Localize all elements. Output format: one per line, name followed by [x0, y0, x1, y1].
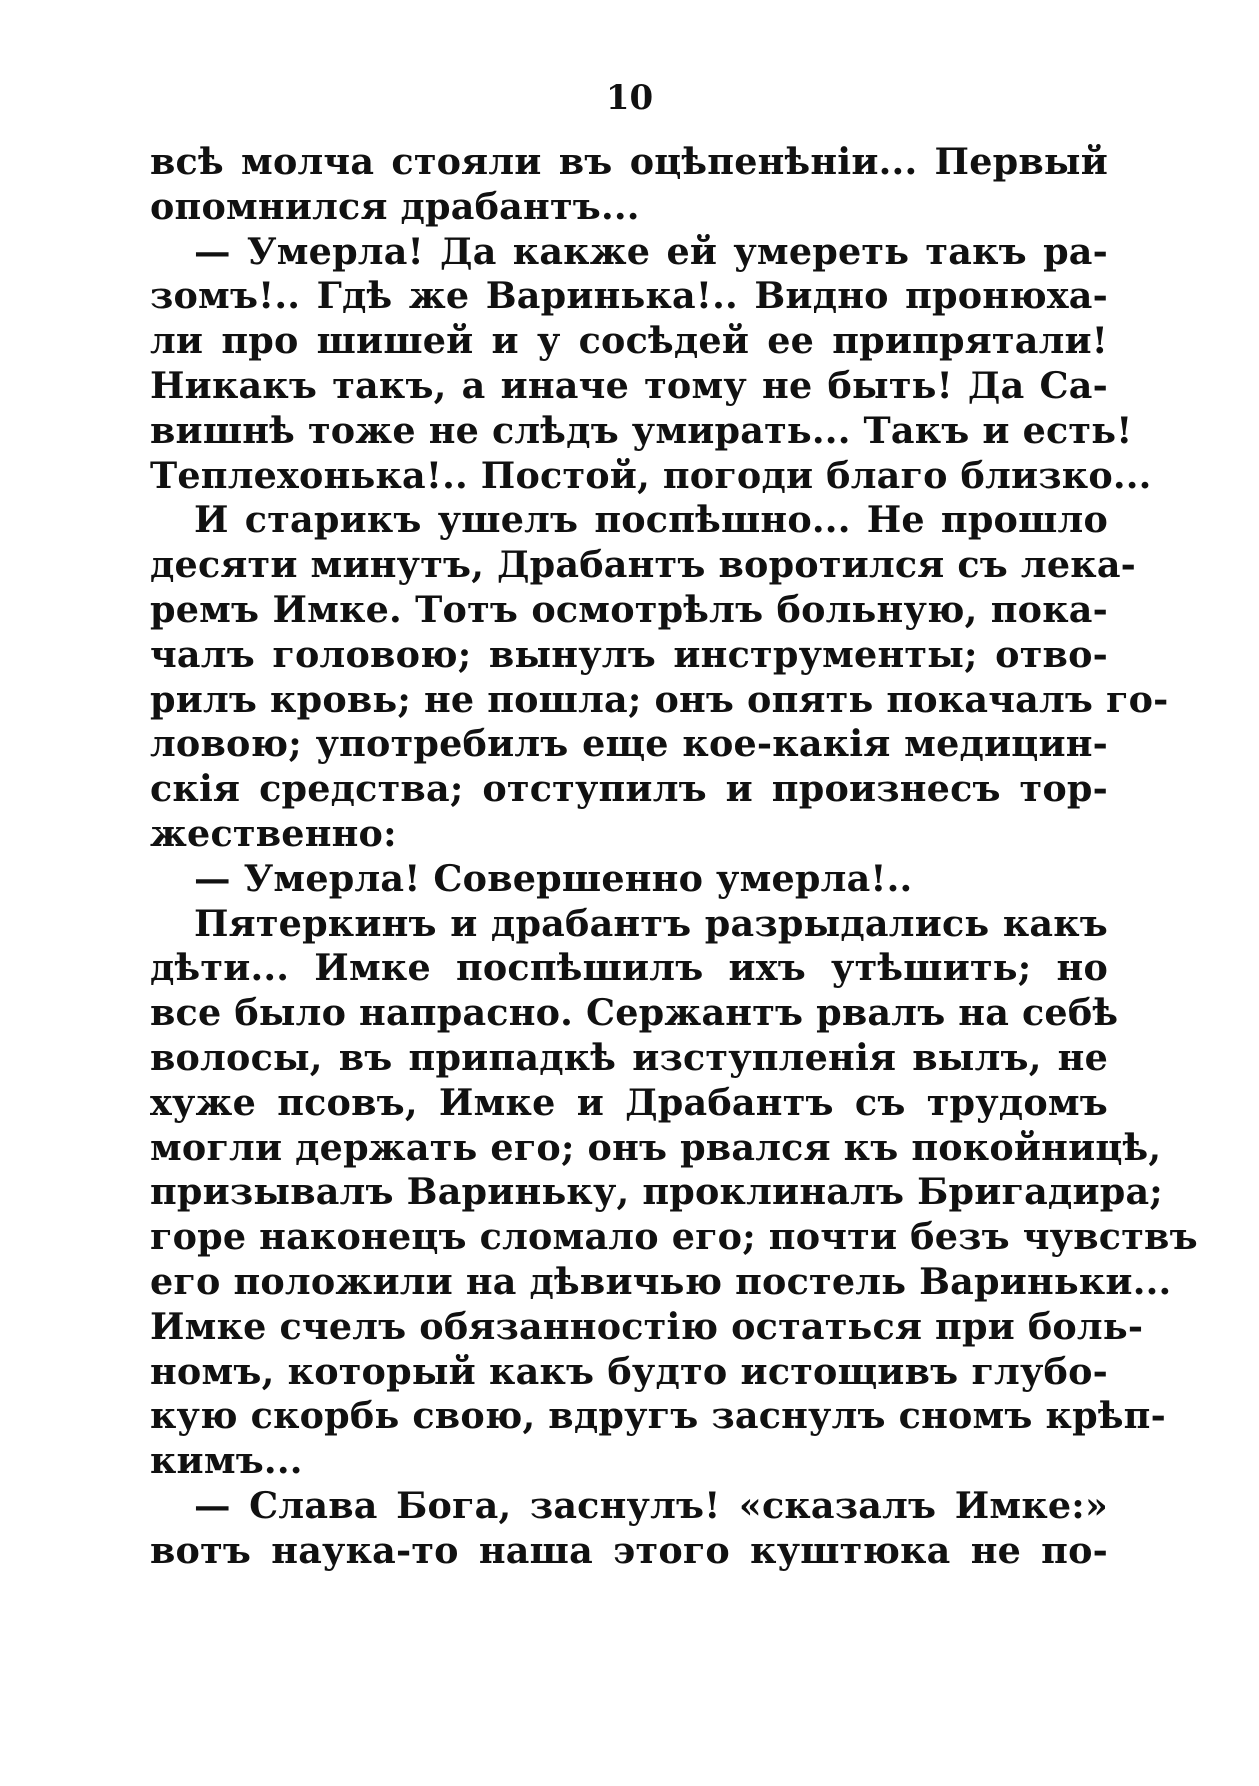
- text-line: кую скорбь свою, вдругъ заснулъ сномъ крѣп-: [150, 1394, 1166, 1438]
- text-line: волосы, въ припадкѣ изступленія вылъ, не: [150, 1036, 1108, 1079]
- text-line: Пятеркинъ и драбантъ разрыдались какъ: [194, 901, 1108, 945]
- text-line: опомнился драбантъ...: [150, 184, 640, 228]
- text-line: его положили на дѣвичью постель Вариньки...: [150, 1260, 1172, 1303]
- text-line: могли держать его; онъ рвался къ покойницѣ,: [150, 1125, 1162, 1169]
- text-line: И старикъ ушелъ поспѣшно... Не прошло: [194, 498, 1108, 542]
- text-line: кимъ...: [150, 1439, 303, 1483]
- page-number: 10: [605, 78, 654, 118]
- text-line: все было напрасно. Сержантъ рвалъ на себѣ: [150, 991, 1119, 1035]
- text-line: — Слава Бога, заснулъ! «сказалъ Имке:»: [194, 1484, 1108, 1527]
- text-line: Теплехонька!.. Постой, погоди благо близко...: [150, 453, 1152, 497]
- text-line: — Умерла! Совершенно умерла!..: [194, 856, 913, 900]
- text-line: — Умерла! Да какже ей умереть такъ ра-: [194, 229, 1108, 273]
- text-line: зомъ!.. Гдѣ же Варинька!.. Видно пронюха-: [150, 274, 1108, 318]
- text-line: Никакъ такъ, а иначе тому не быть! Да Са-: [150, 364, 1108, 407]
- text-line: призывалъ Вариньку, проклиналъ Бригадира;: [150, 1170, 1163, 1214]
- text-line: скія средства; отступилъ и произнесъ тор-: [150, 767, 1108, 811]
- text-line: горе наконецъ сломало его; почти безъ чувствъ: [150, 1215, 1198, 1259]
- text-line: чалъ головою; вынулъ инструменты; отво-: [150, 632, 1108, 676]
- text-line: хуже псовъ, Имке и Драбантъ съ трудомъ: [150, 1080, 1108, 1124]
- text-line: номъ, который какъ будто истощивъ глубо-: [150, 1349, 1108, 1393]
- text-line: десяти минутъ, Драбантъ воротился съ лека-: [150, 543, 1137, 587]
- text-line: вотъ наука-то наша этого куштюка не по-: [150, 1528, 1108, 1572]
- text-line: жественно:: [150, 812, 397, 855]
- text-line: ли про шишей и у сосѣдей ее припрятали!: [150, 319, 1108, 363]
- text-line: ремъ Имке. Тотъ осмотрѣлъ больную, пока-: [150, 588, 1108, 631]
- text-line: ловою; употребилъ еще кое-какія медицин-: [150, 722, 1108, 766]
- text-line: дѣти... Имке поспѣшилъ ихъ утѣшить; но: [150, 946, 1108, 990]
- text-line: всѣ молча стояли въ оцѣпенѣніи... Первый: [150, 140, 1108, 183]
- text-line: Имке счелъ обязанностію остаться при боль-: [150, 1304, 1144, 1348]
- text-line: вишнѣ тоже не слѣдъ умирать... Такъ и есть!: [150, 408, 1133, 452]
- text-line: рилъ кровь; не пошла; онъ опять покачалъ го-: [150, 677, 1169, 721]
